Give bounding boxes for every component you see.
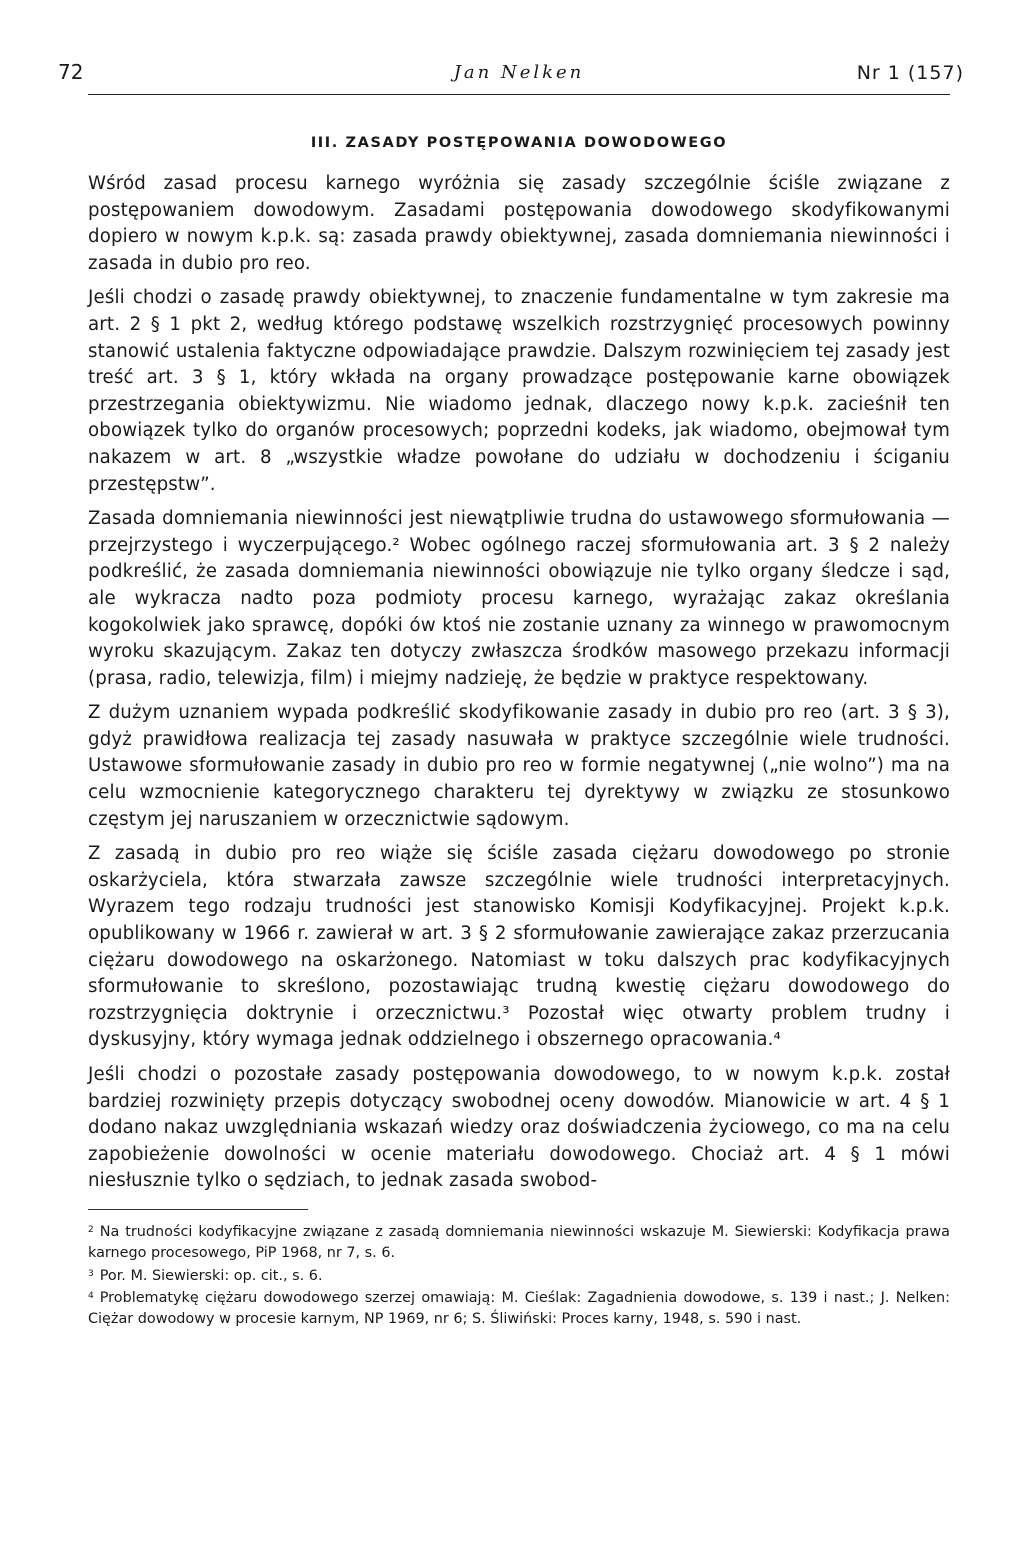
footnote-text: Na trudności kodyfikacyjne związane z zasadą domniemania niewinności wskazuje M. Siewierski: Kodyfikacja prawa karnego procesowego, PiP 1968, nr 7, s. 6.: [88, 1223, 950, 1261]
running-header: [58, 60, 964, 95]
section-heading: III. ZASADY POSTĘPOWANIA DOWODOWEGO: [310, 135, 728, 151]
footnote-separator: [88, 1209, 308, 1210]
footnote-mark: 4: [88, 1291, 94, 1302]
footnotes: [88, 1220, 950, 1330]
paragraph: Jeśli chodzi o pozostałe zasady postępowania dowodowego, to w nowym k.p.k. został bardziej rozwinięty przepis dotyczący swobodnej oceny dowodów. Mianowicie w art. 4 § 1 dodano nakaz uwzględniania wskazań wiedzy oraz doświadczenia życiowego, co ma na celu zapobieżenie dowolności w ocenie materiału dowodowego. Chociaż art. 4 § 1 mówi niesłusznie tylko o sędziach, to jednak zasada swobod-: [88, 1064, 950, 1192]
running-author: Jan Nelken: [453, 62, 585, 83]
footnote: [88, 1286, 950, 1330]
footnote: [88, 1220, 950, 1264]
paragraph: Z zasadą in dubio pro reo wiąże się ściśle zasada ciężaru dowodowego po stronie oskarżyciela, która stwarzała zawsze szczególnie wiele trudności interpretacyjnych. Wyrazem tego rodzaju trudności jest stanowisko Komisji Kodyfikacyjnej. Projekt k.p.k. opublikowany w 1966 r. zawierał w art. 3 § 2 sformułowanie zawierające zakaz przerzucania ciężaru dowodowego na oskarżonego. Natomiast w toku dalszych prac kodyfikacyjnych sformułowanie to skreślono, pozostawiając trudną kwestię ciężaru dowodowego do rozstrzygnięcia doktrynie i orzecznictwu.³ Pozostał więc otwarty problem trudny i dyskusyjny, który wymaga jednak oddzielnego i obszernego opracowania.⁴: [88, 843, 950, 1051]
footnote: [88, 1264, 950, 1287]
footnote-text: Problematykę ciężaru dowodowego szerzej omawiają: M. Cieślak: Zagadnienia dowodowe, s. 139 i nast.; J. Nelken: Ciężar dowodowy w procesie karnym, NP 1969, nr 6; S. Śliwiński: Proces karny, 1948, s. 590 i nast.: [88, 1290, 950, 1328]
body-text: [88, 171, 950, 1195]
footnote-mark: 2: [88, 1224, 94, 1235]
footnote-mark: 3: [88, 1268, 94, 1279]
document-page: [58, 60, 964, 1330]
page-number: 72: [58, 60, 84, 84]
footnote-text: Por. M. Siewierski: op. cit., s. 6.: [99, 1267, 323, 1284]
paragraph: Z dużym uznaniem wypada podkreślić skodyfikowanie zasady in dubio pro reo (art. 3 § 3), gdyż prawidłowa realizacja tej zasady nasuwała w praktyce szczególnie wiele trudności. Ustawowe sformułowanie zasady in dubio pro reo w formie negatywnej („nie wolno”) ma na celu wzmocnienie kategorycznego charakteru tej dyrektywy w związku ze stosunkowo częstym jej naruszaniem w orzecznictwie sądowym.: [88, 702, 950, 830]
issue-number: Nr 1 (157): [856, 62, 964, 84]
paragraph: Zasada domniemania niewinności jest niewątpliwie trudna do ustawowego sformułowania — przejrzystego i wyczerpującego.² Wobec ogólnego raczej sformułowania art. 3 § 2 należy podkreślić, że zasada domniemania niewinności obowiązuje nie tylko organy śledcze i sąd, ale wykracza nadto poza podmioty procesu karnego, wyrażając zakaz określania kogokolwiek jako sprawcę, dopóki ów ktoś nie zostanie uznany za winnego w prawomocnym wyroku skazującym. Zakaz ten dotyczy zwłaszcza środków masowego przekazu informacji (prasa, radio, telewizja, film) i miejmy nadzieję, że będzie w praktyce respektowany.: [88, 508, 950, 689]
paragraph: Jeśli chodzi o zasadę prawdy obiektywnej, to znaczenie fundamentalne w tym zakresie ma art. 2 § 1 pkt 2, według którego podstawę wszelkich rozstrzygnięć procesowych powinny stanowić ustalenia faktyczne odpowiadające prawdzie. Dalszym rozwinięciem tej zasady jest treść art. 3 § 1, który wkłada na organy prowadzące postępowanie karne obowiązek przestrzegania obiektywizmu. Nie wiadomo jednak, dlaczego nowy k.p.k. zacieśnił ten obowiązek tylko do organów procesowych; poprzedni kodeks, jak wiadomo, obejmował tym nakazem w art. 8 „wszystkie władze powołane do udziału w dochodzeniu i ściganiu przestępstw”.: [88, 287, 950, 495]
paragraph: Wśród zasad procesu karnego wyróżnia się zasady szczególnie ściśle związane z postępowaniem dowodowym. Zasadami postępowania dowodowego skodyfikowanymi dopiero w nowym k.p.k. są: zasada prawdy obiektywnej, zasada domniemania niewinności i zasada in dubio pro reo.: [88, 173, 950, 274]
